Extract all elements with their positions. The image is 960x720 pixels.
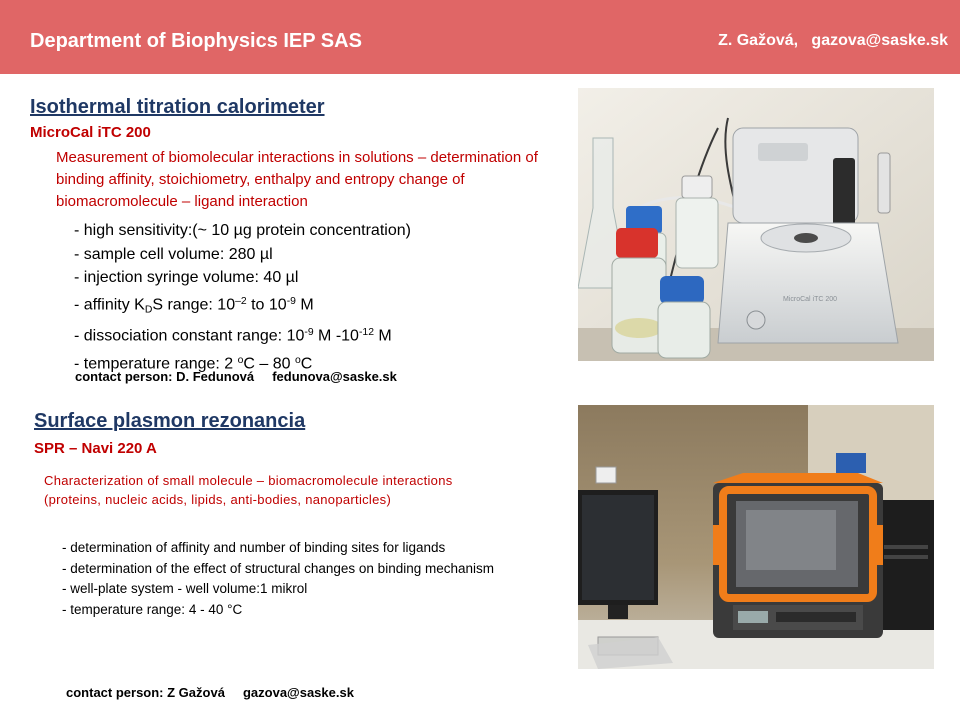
itc-spec-syringe-volume: - injection syringe volume: 40 µl	[74, 269, 299, 286]
header-bar	[0, 0, 960, 74]
spr-subtitle: SPR – Navi 220 A	[34, 440, 157, 457]
spr-spec-structural: - determination of the effect of structural changes on binding mechanism	[62, 560, 494, 576]
itc-description: Measurement of biomolecular interactions in solutions – determination of binding affinity, stoichiometry, enthalpy and entropy change of biomacromolecule – ligand interaction	[56, 149, 538, 210]
itc-spec-temperature: - temperature range: 2 $^o$C – 80 $^o$C	[74, 354, 313, 373]
spr-description: Characterization of small molecule – biomacromolecule interactions (proteins, nucleic acids, lipids, anti-bodies, nanoparticles)	[44, 473, 453, 507]
itc-spec-affinity: - affinity $K_DS$ range: $10^{-2}$ to $10^{-9}$ M	[74, 295, 314, 315]
spr-contact: contact person: Z Gažová gazova@saske.sk	[66, 685, 354, 700]
spr-spec-list	[62, 538, 532, 620]
spr-spec-affinity: - determination of affinity and number of binding sites for ligands	[62, 540, 446, 555]
spr-instrument-photo	[578, 405, 934, 669]
itc-title: Isothermal titration calorimeter	[30, 96, 325, 118]
itc-subtitle: MicroCal iTC 200	[30, 124, 151, 141]
page-title: Department of Biophysics IEP SAS	[30, 30, 362, 52]
svg-text:MicroCal iTC 200: MicroCal iTC 200	[783, 296, 838, 303]
itc-spec-list	[74, 219, 411, 376]
itc-spec-sensitivity: - high sensitivity:(~ 10 µg protein concentration)	[74, 222, 411, 239]
itc-instrument-photo	[578, 88, 934, 361]
header-author: Z. Gažová, gazova@saske.sk	[718, 32, 948, 49]
spr-title: Surface plasmon rezonancia	[34, 410, 306, 432]
spr-spec-temperature: - temperature range: 4 - 40 °C	[62, 601, 243, 617]
spr-spec-well-plate: - well-plate system - well volume:1 mikrol	[62, 581, 308, 596]
itc-contact: contact person: D. Fedunová fedunova@saske.sk	[75, 369, 397, 384]
itc-spec-cell-volume: - sample cell volume: 280 µl	[74, 245, 273, 263]
itc-spec-dissociation: - dissociation constant range: $10^{-9}$ M $-10^{-12}$ M	[74, 327, 392, 346]
